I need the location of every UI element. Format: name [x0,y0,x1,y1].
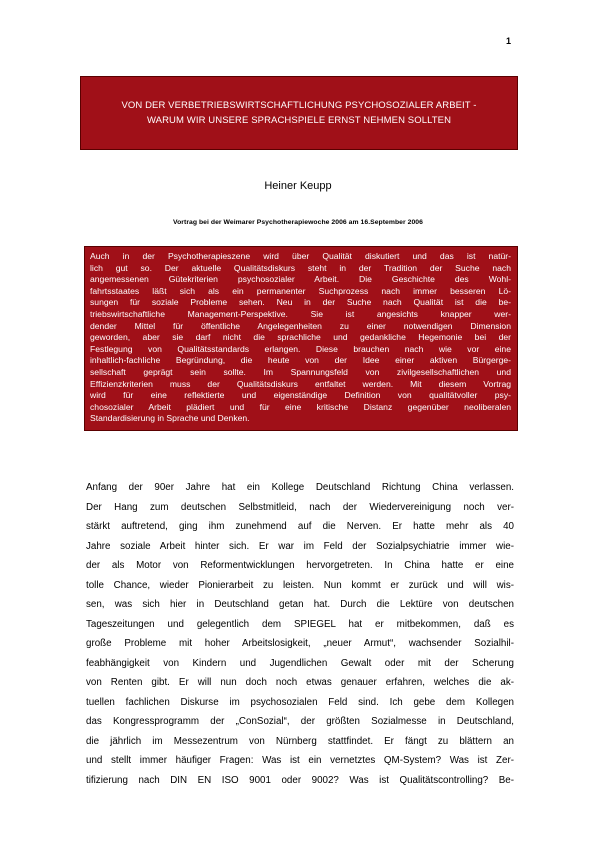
body-line: Tageszeitungen und gelegentlich dem SPIEGEL hat er mitbekommen, daß es [86,618,514,630]
page-number: 1 [506,36,512,46]
body-text [86,478,514,790]
lecture-subtitle: Vortrag bei der Weimarer Psychotherapiewoche 2006 am 16.September 2006 [173,219,423,226]
abstract-line: sellschaft geprägt sein sollte. Im Spannungsfeld von zivilgesellschaftlichen und [90,366,511,377]
title-line: VON DER VERBETRIEBSWIRTSCHAFTLICHUNG PSYCHOSOZIALER ARBEIT - [121,100,477,111]
abstract-line: geworden, aber sie darf nicht die sprachliche und gedankliche Hegemonie bei der [90,332,511,343]
abstract-line: wird für eine reflektierte und eigenständige Definition von qualitätvoller psy- [90,390,511,401]
body-line: Der Hang zum deutschen Selbstmitleid, nach der Wiedervereinigung noch ver- [86,501,514,513]
body-line: Anfang der 90er Jahre hat ein Kollege Deutschland Richtung China verlassen. [86,482,514,493]
body-line: der als Motor von Reformentwicklungen hervorgetreten. In China hatte er eine [86,560,514,571]
title-box [80,76,518,150]
abstract-line: chosozialer Arbeit plädiert und für eine kritische Distanz gegenüber neoliberalen [90,401,511,412]
abstract-line: Festlegung von Qualitätsstandards erlangen. Diese brauchen nach wie vor eine [90,343,511,354]
author-name: Heiner Keupp [264,180,332,192]
abstract-line: Auch in der Psychotherapieszene wird über Qualität diskutiert und das ist natür- [90,251,511,261]
body-line: große Probleme mit hoher Arbeitslosigkeit, „neuer Armut“, wachsender Sozialhil- [86,638,514,649]
abstract-line: triebswirtschaftliche Management-Perspektive. Sie ist angesichts knapper wer- [90,308,511,319]
abstract-line: sungen für soziale Probleme sehen. Neu in der Suche nach Qualität ist die be- [90,297,511,308]
abstract-line: Effizienzkriterien muss der Qualitätsdiskurs entfaltet werden. Mit diesem Vortrag [90,378,511,389]
body-line: feabhängigkeit von Kindern und Jugendlichen Gewalt oder mit der Scherung [86,657,514,669]
body-line: Jahre soziale Arbeit hinter sich. Er war im Feld der Sozialpsychiatrie immer wie- [86,540,514,552]
title-line: WARUM WIR UNSERE SPRACHSPIELE ERNST NEHMEN SOLLTEN [146,115,452,126]
body-line: tuellen fachlichen Diskurse im psychosozialen Feld sind. Ich gebe dem Kollegen [86,696,514,708]
abstract-line: dender Mittel für öffentliche Angelegenheiten zu einer notwendigen Dimension [90,320,511,331]
abstract-line: inhaltlich-fachliche Begründung, die heute von der Idee einer aktiven Bürgerge- [90,355,511,366]
body-line: und stellt immer häufiger Fragen: Was ist ein vernetztes QM-System? Was ist Zer- [86,755,514,766]
abstract-line: Standardisierung in Sprache und Denken. [90,413,250,424]
body-line: tolle Chance, wieder Pionierarbeit zu leisten. Nun kommt er zurück und will wis- [86,579,514,591]
abstract-box [84,246,518,431]
abstract-line: angemessenen Gütekriterien psychosozialer Arbeit. Die Geschichte des Wohl- [90,274,511,285]
abstract-line: fahrtsstaates läßt sich als ein permanenter Suchprozess nach immer besseren Lö- [90,285,511,296]
body-line: stärkt auftretend, ging ihm zunehmend auf die Nerven. Er hatte mehr als 40 [86,521,514,532]
body-line: von Renten gibt. Er will nun doch noch etwas genauer erfahren, welches die ak- [86,677,514,688]
body-line: sen, was sich hier in Deutschland getan hat. Durch die Lektüre von deutschen [86,599,514,610]
body-line: tifizierung nach DIN EN ISO 9001 oder 9002? Was ist Qualitätscontrolling? Be- [86,774,514,786]
body-line: die jährlich im Messezentrum von Nürnberg stattfindet. Er fängt zu blättern an [86,735,514,747]
body-line: das Kongressprogramm der „ConSozial“, der größten Sozialmesse in Deutschland, [86,716,514,727]
abstract-line: lich gut so. Der aktuelle Qualitätsdiskurs steht in der Tradition der Suche nach [90,262,511,273]
